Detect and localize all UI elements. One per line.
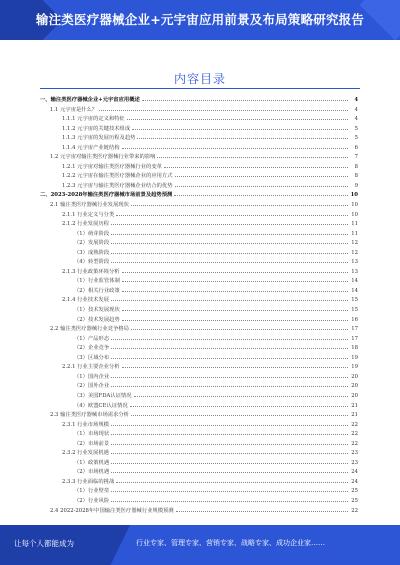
toc-entry-title: （2）相关行业政策 xyxy=(74,287,120,294)
toc-entry-title: 1.1 元宇宙是什么？ xyxy=(50,106,98,113)
toc-leader-dots xyxy=(116,478,348,483)
toc-leader-dots xyxy=(142,96,348,101)
toc-entry[interactable] xyxy=(40,277,358,287)
toc-entry-page: 20 xyxy=(351,373,358,380)
toc-entry-title: 1.2.3 元宇宙与输注类医疗器械企业结合的优势 xyxy=(62,182,173,189)
toc-leader-dots xyxy=(111,249,348,254)
toc-entry-title: （1）国内企业 xyxy=(74,373,110,380)
toc-leader-dots xyxy=(174,191,348,196)
toc-entry[interactable] xyxy=(40,153,358,163)
toc-entry[interactable] xyxy=(40,459,358,469)
toc-leader-dots xyxy=(111,230,348,235)
toc-entry[interactable] xyxy=(40,507,358,517)
toc-entry-title: （4）转型阶段 xyxy=(74,259,110,266)
toc-entry-title: 2.3 输注类医疗器械市场需求分析 xyxy=(50,412,129,419)
toc-leader-dots xyxy=(122,306,348,311)
toc-entry-page: 25 xyxy=(351,497,358,504)
toc-entry-page: 17 xyxy=(351,335,358,342)
toc-entry-title: （2）市场机遇 xyxy=(74,469,110,476)
toc-entry[interactable] xyxy=(40,430,358,440)
toc-entry-title: 1.1.3 元宇宙的发展历程及趋势 xyxy=(62,135,136,142)
toc-entry-title: （2）企业竞争 xyxy=(74,345,110,352)
toc-entry-title: 2.3.1 行业市场规模 xyxy=(62,421,109,428)
toc-leader-dots xyxy=(111,430,348,435)
toc-entry-page: 22 xyxy=(351,440,358,447)
toc-leader-dots xyxy=(111,344,348,349)
toc-entry-page: 22 xyxy=(351,431,358,438)
toc-entry-page: 4 xyxy=(354,106,358,113)
toc-entry-page: 14 xyxy=(351,278,358,285)
toc-entry-page: 22 xyxy=(351,421,358,428)
toc-entry[interactable] xyxy=(40,134,358,144)
toc-entry-title: （3）成熟阶段 xyxy=(74,249,110,256)
toc-entry[interactable] xyxy=(40,497,358,507)
toc-entry[interactable] xyxy=(40,344,358,354)
toc-entry-page: 8 xyxy=(354,173,358,180)
toc-entry-page: 11 xyxy=(351,221,358,228)
toc-leader-dots xyxy=(176,507,348,512)
toc-entry-page: 24 xyxy=(351,478,358,485)
footer-banner xyxy=(0,525,400,565)
toc-entry[interactable] xyxy=(40,316,358,326)
toc-leader-dots xyxy=(111,440,348,445)
toc-entry-title: （2）市场前景 xyxy=(74,440,110,447)
toc-entry[interactable] xyxy=(40,287,358,297)
toc-leader-dots xyxy=(134,392,349,397)
toc-entry-page: 5 xyxy=(354,135,358,142)
toc-leader-dots xyxy=(111,258,348,263)
toc-entry[interactable] xyxy=(40,335,358,345)
toc-leader-dots xyxy=(127,115,348,120)
toc-entry-title: （2）技术发展趋势 xyxy=(74,316,120,323)
toc-entry-page: 13 xyxy=(351,268,358,275)
toc-entry-page: 15 xyxy=(351,307,358,314)
toc-entry-page: 7 xyxy=(354,154,358,161)
toc-entry-page: 17 xyxy=(351,326,358,333)
toc-entry-title: （4）欧盟CE认证情况 xyxy=(74,402,128,409)
toc-leader-dots xyxy=(111,449,348,454)
toc-entry-title: 1.2.1 元宇宙对输注类医疗器械行业的变革 xyxy=(62,163,162,170)
toc-entry[interactable] xyxy=(40,106,358,116)
toc-entry-title: 2.1.3 行业政策环境分析 xyxy=(62,268,120,275)
toc-entry-title: 1.1.4 元宇宙产业链结构 xyxy=(62,144,120,151)
toc-entry[interactable] xyxy=(40,411,358,421)
toc-leader-dots xyxy=(132,125,348,130)
toc-leader-dots xyxy=(122,316,348,321)
toc-entry-title: （3）美国FDA认证情况 xyxy=(74,392,132,399)
toc-leader-dots xyxy=(111,373,348,378)
toc-entry[interactable] xyxy=(40,478,358,488)
toc-entry-title: 2.2.1 行业主要企业分析 xyxy=(62,364,120,371)
toc-entry-title: （1）技术发展现状 xyxy=(74,307,120,314)
toc-entry[interactable] xyxy=(40,449,358,459)
toc-entry[interactable] xyxy=(40,163,358,173)
toc-leader-dots xyxy=(111,382,348,387)
toc-entry-page: 20 xyxy=(351,383,358,390)
toc-entry[interactable] xyxy=(40,268,358,278)
toc-entry-title: 2.1 输注类医疗器械行业发展现状 xyxy=(50,202,129,209)
toc-entry-page: 5 xyxy=(354,125,358,132)
toc-entry[interactable] xyxy=(40,402,358,412)
toc-entry[interactable] xyxy=(40,296,358,306)
toc-entry[interactable] xyxy=(40,191,358,201)
toc-entry-page: 12 xyxy=(351,249,358,256)
toc-entry-page: 22 xyxy=(351,507,358,514)
toc-entry-page: 23 xyxy=(351,459,358,466)
toc-entry[interactable] xyxy=(40,220,358,230)
footer-slogan-right: 行业专家、管理专家、营销专家、战略专家、成功企业家…… xyxy=(136,539,325,547)
toc-entry-title: 2.1.2 行业发展历程 xyxy=(62,221,109,228)
toc-leader-dots xyxy=(111,421,348,426)
toc-entry-title: （2）国外企业 xyxy=(74,383,110,390)
toc-entry[interactable] xyxy=(40,144,358,154)
footer-slogan-left: 让每个人都能成为 xyxy=(14,539,74,548)
toc-entry[interactable] xyxy=(40,421,358,431)
toc-entry-page: 19 xyxy=(351,354,358,361)
toc-entry-page: 10 xyxy=(350,192,358,199)
toc-entry[interactable] xyxy=(40,363,358,373)
toc-entry-title: 一、输注类医疗器械企业+元宇宙应用概述 xyxy=(40,97,140,103)
toc-entry[interactable] xyxy=(40,249,358,259)
toc-leader-dots xyxy=(122,287,348,292)
toc-entry[interactable] xyxy=(40,487,358,497)
toc-entry-page: 19 xyxy=(351,364,358,371)
toc-entry-title: 2.3.3 行业面临的挑战 xyxy=(62,478,115,485)
toc-entry-title: （3）区域分布 xyxy=(74,354,110,361)
toc-entry-page: 21 xyxy=(351,402,358,409)
toc-entry-page: 25 xyxy=(351,488,358,495)
toc-entry[interactable] xyxy=(40,201,358,211)
toc-entry-title: 2.1.1 行业定义与分类 xyxy=(62,211,115,218)
toc-entry-page: 12 xyxy=(351,240,358,247)
toc-entry[interactable] xyxy=(40,306,358,316)
toc-leader-dots xyxy=(137,134,348,139)
toc-heading-divider xyxy=(40,88,360,89)
toc-entry-page: 18 xyxy=(351,345,358,352)
toc-entry-title: （1）产品形态 xyxy=(74,335,110,342)
toc-entry-title: 2.3.2 行业发展机遇 xyxy=(62,450,109,457)
toc-entry-title: 2.2 输注类医疗器械行业竞争格局 xyxy=(50,326,129,333)
toc-entry[interactable] xyxy=(40,172,358,182)
toc-leader-dots xyxy=(111,335,348,340)
toc-leader-dots xyxy=(122,277,348,282)
toc-entry-page: 6 xyxy=(354,144,358,151)
toc-leader-dots xyxy=(111,459,348,464)
toc-entry[interactable] xyxy=(40,373,358,383)
toc-entry-page: 21 xyxy=(351,412,358,419)
toc-entry[interactable] xyxy=(40,230,358,240)
toc-entry-page: 4 xyxy=(354,97,358,103)
toc-leader-dots xyxy=(131,411,348,416)
toc-entry[interactable] xyxy=(40,468,358,478)
toc-leader-dots xyxy=(111,497,348,502)
toc-entry-page: 24 xyxy=(351,469,358,476)
toc-entry-page: 8 xyxy=(354,163,358,170)
toc-entry[interactable] xyxy=(40,239,358,249)
toc-entry-page: 23 xyxy=(351,450,358,457)
toc-entry[interactable] xyxy=(40,382,358,392)
toc-leader-dots xyxy=(122,144,348,149)
toc-entry[interactable] xyxy=(40,325,358,335)
toc-entry-page: 4 xyxy=(354,116,358,123)
toc-leader-dots xyxy=(122,268,348,273)
report-title: 输注类医疗器械企业+元宇宙应用前景及布局策略研究报告 xyxy=(35,12,365,27)
toc-leader-dots xyxy=(111,239,348,244)
table-of-contents xyxy=(40,96,358,516)
toc-entry-page: 16 xyxy=(351,316,358,323)
toc-entry-page: 14 xyxy=(351,287,358,294)
toc-entry-title: （1）行业监管体制 xyxy=(74,278,120,285)
toc-entry[interactable] xyxy=(40,258,358,268)
toc-leader-dots xyxy=(175,182,348,187)
toc-entry-page: 13 xyxy=(351,259,358,266)
toc-leader-dots xyxy=(130,402,348,407)
toc-entry-title: （2）行业风险 xyxy=(74,497,110,504)
toc-leader-dots xyxy=(164,163,348,168)
toc-leader-dots xyxy=(111,487,348,492)
toc-entry-page: 11 xyxy=(351,230,358,237)
toc-entry-title: 1.2 元宇宙对输注类医疗器械行业带来的影响 xyxy=(50,154,156,161)
toc-entry[interactable] xyxy=(40,211,358,221)
toc-entry-title: （2）发展阶段 xyxy=(74,240,110,247)
toc-entry[interactable] xyxy=(40,115,358,125)
toc-leader-dots xyxy=(116,211,348,216)
toc-leader-dots xyxy=(111,468,348,473)
toc-entry[interactable] xyxy=(40,182,358,192)
toc-leader-dots xyxy=(131,325,348,330)
toc-entry-title: （1）萌芽阶段 xyxy=(74,230,110,237)
toc-entry-page: 9 xyxy=(354,182,358,189)
toc-entry-title: 1.1.2 元宇宙的关键技术组成 xyxy=(62,125,131,132)
toc-entry-title: （1）市场现状 xyxy=(74,431,110,438)
toc-entry[interactable] xyxy=(40,125,358,135)
toc-entry-page: 10 xyxy=(351,211,358,218)
header-banner xyxy=(0,0,400,40)
toc-entry[interactable] xyxy=(40,96,358,106)
toc-entry-title: （1）政策机遇 xyxy=(74,459,110,466)
toc-leader-dots xyxy=(157,153,348,158)
toc-entry-title: 1.1.1 元宇宙的定义和特征 xyxy=(62,116,125,123)
toc-entry-page: 20 xyxy=(351,392,358,399)
toc-leader-dots xyxy=(131,201,348,206)
toc-entry-title: 2.4 2022-2028年中国输注类医疗器械行业规模预测 xyxy=(50,507,174,514)
toc-entry-title: 1.2.2 元宇宙在输注类医疗器械企业的应用方式 xyxy=(62,173,173,180)
toc-leader-dots xyxy=(99,106,348,111)
toc-entry-title: 2.1.4 行业技术发展 xyxy=(62,297,109,304)
toc-leader-dots xyxy=(175,172,348,177)
toc-leader-dots xyxy=(122,363,348,368)
toc-entry-page: 15 xyxy=(351,297,358,304)
toc-leader-dots xyxy=(111,354,348,359)
toc-entry[interactable] xyxy=(40,354,358,364)
toc-leader-dots xyxy=(111,296,348,301)
toc-leader-dots xyxy=(111,220,348,225)
toc-entry-title: 二、2023-2028年输注类医疗器械市场前景及趋势预测 xyxy=(40,192,173,199)
toc-entry-page: 10 xyxy=(351,202,358,209)
toc-entry[interactable] xyxy=(40,392,358,402)
toc-entry[interactable] xyxy=(40,440,358,450)
toc-entry-title: （1）行业壁垒 xyxy=(74,488,110,495)
toc-heading: 内容目录 xyxy=(173,72,226,86)
